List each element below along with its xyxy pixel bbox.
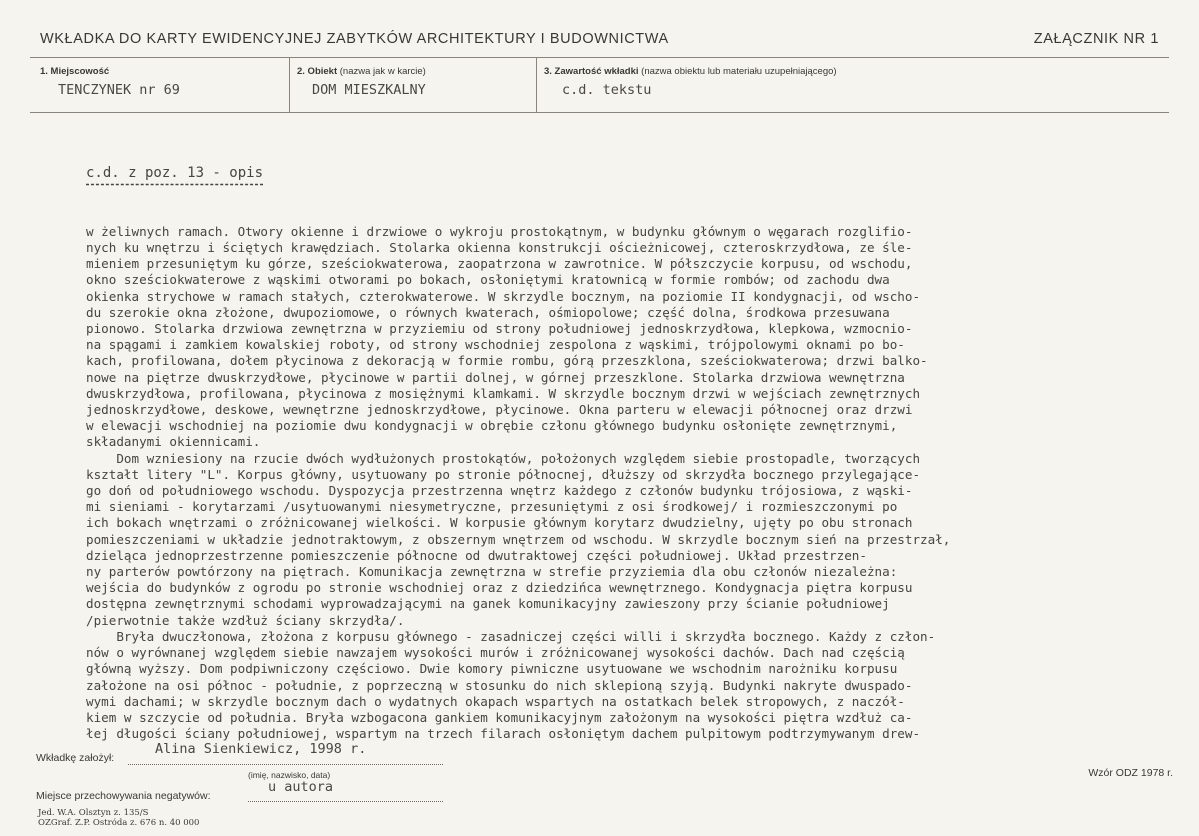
- description-line: dwuskrzydłowa, profilowana, płycinowa z mosiężnymi klamkami. W skrzydle bocznym drzwi w wejściach zewnętrznych: [86, 385, 921, 401]
- field-label-object: 2. Obiekt (nazwa jak w karcie): [297, 66, 426, 77]
- author-value: Alina Sienkiewicz, 1998 r.: [155, 741, 367, 757]
- field-separator: [289, 57, 290, 112]
- description-line: w żeliwnych ramach. Otwory okienne i drzwiowe o wykroju prostokątnym, w budynku głównym o węgarach rozglifio-: [86, 223, 913, 239]
- fields-divider: [30, 112, 1169, 113]
- description-line: ich bokach wnętrzami o zróżnicowanej wielkości. W korpusie głównym korytarz dwudzielny, ujęty po obu stronach: [86, 515, 913, 531]
- description-line: wymi dachami; w skrzydle bocznym dach o wydatnych okapach wspartych na ostatkach belek stropowych, z naczół-: [86, 693, 905, 709]
- negatives-dotted-line: [248, 801, 443, 802]
- description-line: kształt litery "L". Korpus główny, usytuowany po stronie północnej, dłuższy od skrzydła bocznego przylegające-: [86, 466, 921, 482]
- description-line: wejścia do budynków z ogrodu po stronie wschodniej oraz z dziedzińca wewnętrznego. Kondygnacja piętra korpusu: [86, 580, 913, 596]
- description-line: go doń od południowego wschodu. Dyspozycja przestrzenna wnętrz każdego z członów budynku trójosiowa, z wąski-: [86, 483, 913, 499]
- description-line: ny parterów powtórzony na piętrach. Komunikacja zewnętrzna w strefie przyziemia dla obu członów niezależna:: [86, 564, 898, 580]
- negatives-value: u autora: [268, 779, 334, 795]
- description-line: założone na osi północ - południe, z poprzeczną w stosunku do nich sklepioną szyją. Budynki nakryte dwuspado-: [86, 677, 913, 693]
- description-line: nowe na piętrze dwuskrzydłowe, płycinowe w partii dolnej, w górnej przeszklone. Stolarka drzwiowa wewnętrzna: [86, 369, 905, 385]
- description-line: /pierwotnie także wzdłuż ściany skrzydła/.: [86, 612, 405, 628]
- field-separator: [536, 57, 537, 112]
- description-line: Bryła dwuczłonowa, złożona z korpusu głównego - zasadniczej części willi i skrzydła bocznego. Każdy z człon-: [86, 628, 936, 644]
- description-line: na spągami i zamkiem kowalskiej roboty, od strony wschodniej zespolona z wąskimi, trójpolowymi oknami po bo-: [86, 337, 905, 353]
- pattern-note: Wzór ODZ 1978 r.: [1088, 767, 1173, 779]
- field-label-contents: 3. Zawartość wkładki (nazwa obiektu lub materiału uzupełniającego): [544, 66, 837, 77]
- print-note-2: OZGraf. Z.P. Ostróda z. 676 n. 40 000: [38, 818, 200, 828]
- description-line: pomieszczeniami w układzie jednotraktowym, z obszernym wnętrzem od wschodu. W skrzydle bocznym sień na przestrzał,: [86, 531, 951, 547]
- author-label: Wkładkę założył:: [36, 752, 115, 764]
- description-line: pionowo. Stolarka drzwiowa zewnętrzna w przyziemiu od strony południowej jednoskrzydłowa, klepkowa, wzmocnio-: [86, 321, 913, 337]
- description-line: kiem w szczycie od południa. Bryła wzbogacona gankiem komunikacyjnym założonym na wysokości piętra wzdłuż ca-: [86, 709, 913, 725]
- description-text: [86, 133, 1199, 775]
- form-title: WKŁADKA DO KARTY EWIDENCYJNEJ ZABYTKÓW ARCHITEKTURY I BUDOWNICTWA: [40, 31, 669, 47]
- field-label-locality: 1. Miejscowość: [40, 66, 110, 77]
- description-line: dostępna zewnętrznymi schodami wyprowadzającymi na ganek komunikacyjny zawieszony przy ścianie południowej: [86, 596, 890, 612]
- description-line: Dom wzniesiony na rzucie dwóch wydłużonych prostokątów, położonych względem siebie prostopadle, tworzących: [86, 450, 921, 466]
- description-line: mieniem przesuniętym ku górze, sześciokwaterowa, zaopatrzona w zawrotnice. W półszczycie korpusu, od wschodu,: [86, 256, 913, 272]
- description-line: nów o wyrównanej względem siebie nawzajem wysokości murów i zróżnicowanej wysokości dachów. Dach nad częścią: [86, 645, 905, 661]
- description-lines: [86, 224, 1199, 743]
- section-heading: c.d. z poz. 13 - opis: [86, 165, 264, 182]
- description-line: nych ku wnętrzu i ściętych krawędziach. Stolarka okienna konstrukcji ościeżnicowej, czteroskrzydłowa, ze śle-: [86, 240, 913, 256]
- author-sublabel: (imię, nazwisko, data): [248, 770, 331, 780]
- print-note-1: Jed. W.A. Olsztyn z. 135/S: [38, 808, 149, 818]
- header-divider: [30, 57, 1169, 58]
- description-line: du szerokie okna złożone, dwupoziomowe, o równych kwaterach, ośmiopolowe; część dolna, środkowa przesuwana: [86, 304, 890, 320]
- field-value-contents: c.d. tekstu: [562, 82, 652, 98]
- description-line: składanymi okiennicami.: [86, 434, 261, 450]
- author-dotted-line: [128, 764, 443, 765]
- description-line: jednoskrzydłowe, deskowe, wewnętrzne jednoskrzydłowe, płycinowe. Okna parteru w elewacji północnej oraz drzwi: [86, 402, 913, 418]
- description-line: mi sieniami - korytarzami /usytuowanymi niesymetryczne, przesuniętymi z osi środkowej/ i rozmieszczonymi po: [86, 499, 898, 515]
- annex-number: ZAŁĄCZNIK NR 1: [1033, 31, 1159, 47]
- field-value-locality: TENCZYNEK nr 69: [58, 82, 180, 98]
- description-line: łej długości ściany południowej, wspartym na trzech filarach osłoniętym dachem pulpitowym podtrzymywanym drew-: [86, 726, 921, 742]
- description-line: okienka strychowe w ramach stałych, czterokwaterowe. W skrzydle bocznym, na poziomie II kondygnacji, od wscho-: [86, 288, 921, 304]
- description-line: dzieląca jednoprzestrzenne pomieszczenie północne od dwutraktowej części południowej. Układ przestrzen-: [86, 547, 867, 563]
- description-line: kach, profilowana, dołem płycinowa z dekoracją w formie rombu, górą przeszklona, sześciokwaterowa; drzwi balko-: [86, 353, 928, 369]
- description-line: okno sześciokwaterowe z wąskimi otworami po bokach, osłoniętymi kratownicą w formie rombów; od zachodu dwa: [86, 272, 890, 288]
- field-value-object: DOM MIESZKALNY: [312, 82, 426, 98]
- negatives-label: Miejsce przechowywania negatywów:: [36, 790, 211, 802]
- description-line: główną wyższy. Dom podpiwniczony częściowo. Dwie komory piwniczne usytuowane we wschodnim narożniku korpusu: [86, 661, 898, 677]
- description-line: w elewacji wschodniej na poziomie dwu kondygnacji w obrębie członu głównego budynku osłonięte zewnętrznymi,: [86, 418, 898, 434]
